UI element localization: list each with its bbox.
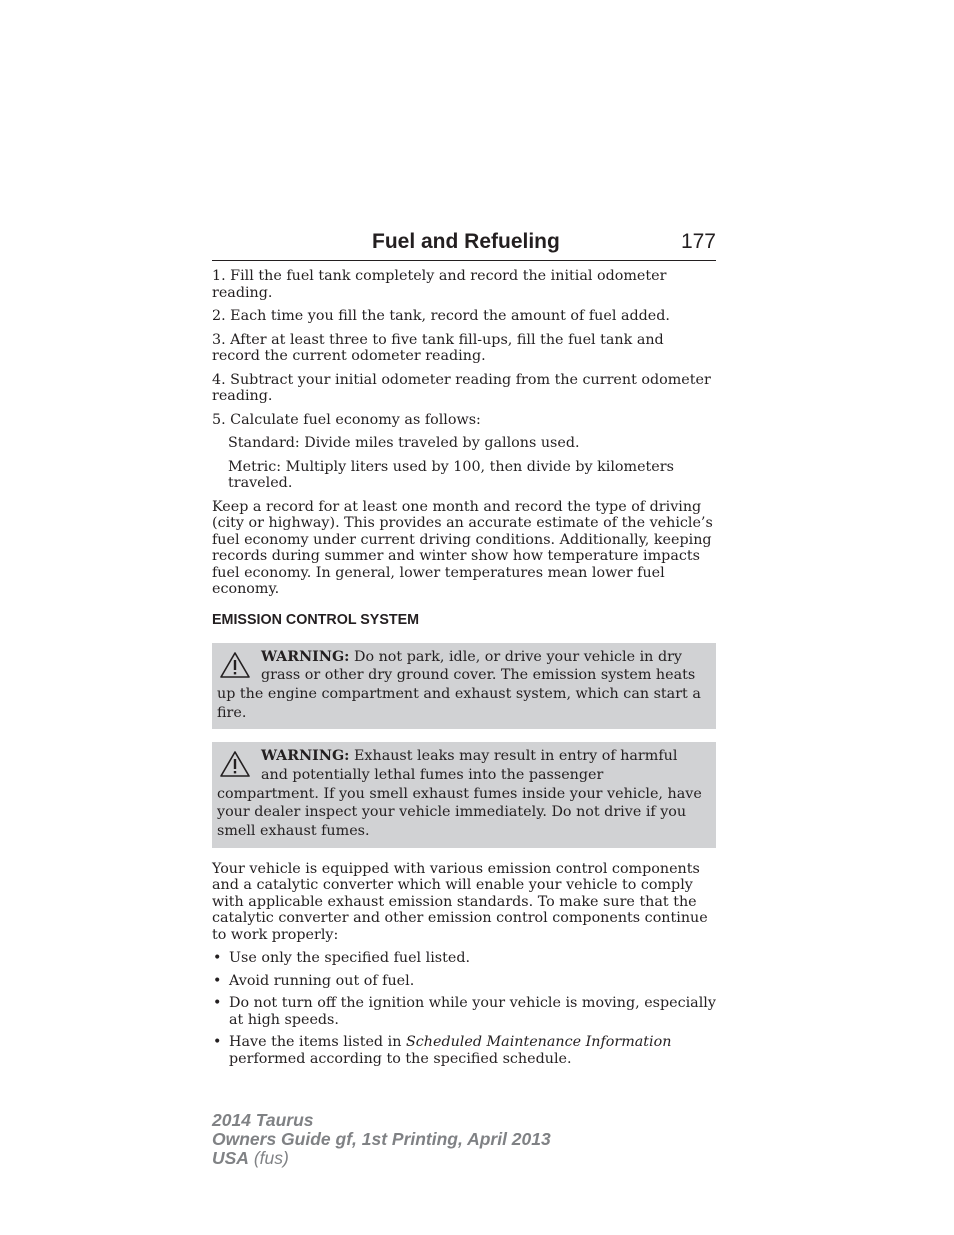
footer-model: 2014 Taurus [212,1110,314,1130]
page-header [212,229,716,261]
page-content [212,268,716,1073]
warning-triangle-icon [219,651,251,679]
bullet-icon: • [213,995,222,1012]
step-5: 5. Calculate fuel economy as follows: [212,411,481,428]
section-heading: EMISSION CONTROL SYSTEM [212,611,420,628]
list-item-text: Use only the specified fuel listed. [229,950,471,967]
cross-reference-link[interactable]: Scheduled Maintenance Information [405,1034,672,1051]
bullet-icon: • [213,972,222,989]
list-item-text: Do not turn off the ignition while your vehicle is moving, especially at high speeds. [229,995,716,1028]
step-3: 3. After at least three to five tank fill-ups, fill the fuel tank and record the current odometer reading. [212,331,664,364]
bullet-list [212,950,716,1067]
list-item-text: Avoid running out of fuel. [229,972,415,989]
footer-guide: Owners Guide gf, 1st Printing, April 2013 [212,1129,551,1149]
list-item [212,995,716,1028]
list-item [212,1034,716,1067]
warning-label: WARNING: [261,648,350,665]
warning-text: Do not park, idle, or drive your vehicle in dry grass or other dry ground cover. The emission system heats up the engine compartment and exhaust system, which can start a fire. [217,648,701,721]
step-1: 1. Fill the fuel tank completely and record the initial odometer reading. [212,268,667,301]
list-item [212,950,716,967]
bullet-icon: • [213,950,222,967]
calc-standard: Standard: Divide miles traveled by gallons used. [228,435,580,451]
page-footer [212,1111,551,1168]
footer-market [212,1149,551,1168]
step-4: 4. Subtract your initial odometer reading from the current odometer reading. [212,371,711,404]
list-item-text-suffix: performed according to the specified schedule. [229,1050,572,1067]
footer-code: (fus) [248,1148,289,1168]
list-item [212,973,716,990]
warning-label: WARNING: [261,748,350,765]
warning-text: Exhaust leaks may result in entry of harmful and potentially lethal fumes into the passenger compartment. If you smell exhaust fumes inside your vehicle, have your dealer inspect your vehicle immediately. Do not drive if you smell exhaust fumes. [217,748,702,840]
list-item-text-prefix: Have the items listed in [229,1034,406,1051]
chapter-title: Fuel and Refueling [372,230,560,253]
warning-box [212,643,716,730]
page-number: 177 [680,230,716,253]
footer-country: USA [212,1148,249,1168]
warning-triangle-icon [219,750,251,778]
bullet-icon: • [213,1034,222,1051]
equipped-paragraph: Your vehicle is equipped with various emission control components and a catalytic converter which will enable your vehicle to comply with applicable exhaust emission standards. To make sure that the catalytic converter and other emission control components continue to work properly: [212,860,708,943]
warning-box [212,742,716,848]
step-2: 2. Each time you fill the tank, record the amount of fuel added. [212,308,670,324]
calc-metric: Metric: Multiply liters used by 100, then divide by kilometers traveled. [228,458,674,491]
record-paragraph: Keep a record for at least one month and record the type of driving (city or highway). This provides an accurate estimate of the vehicle’s fuel economy under current driving conditions. Additionally, keeping records during summer and winter show how temperature impacts fuel economy. In general, lower temperatures mean lower fuel economy. [212,498,713,597]
